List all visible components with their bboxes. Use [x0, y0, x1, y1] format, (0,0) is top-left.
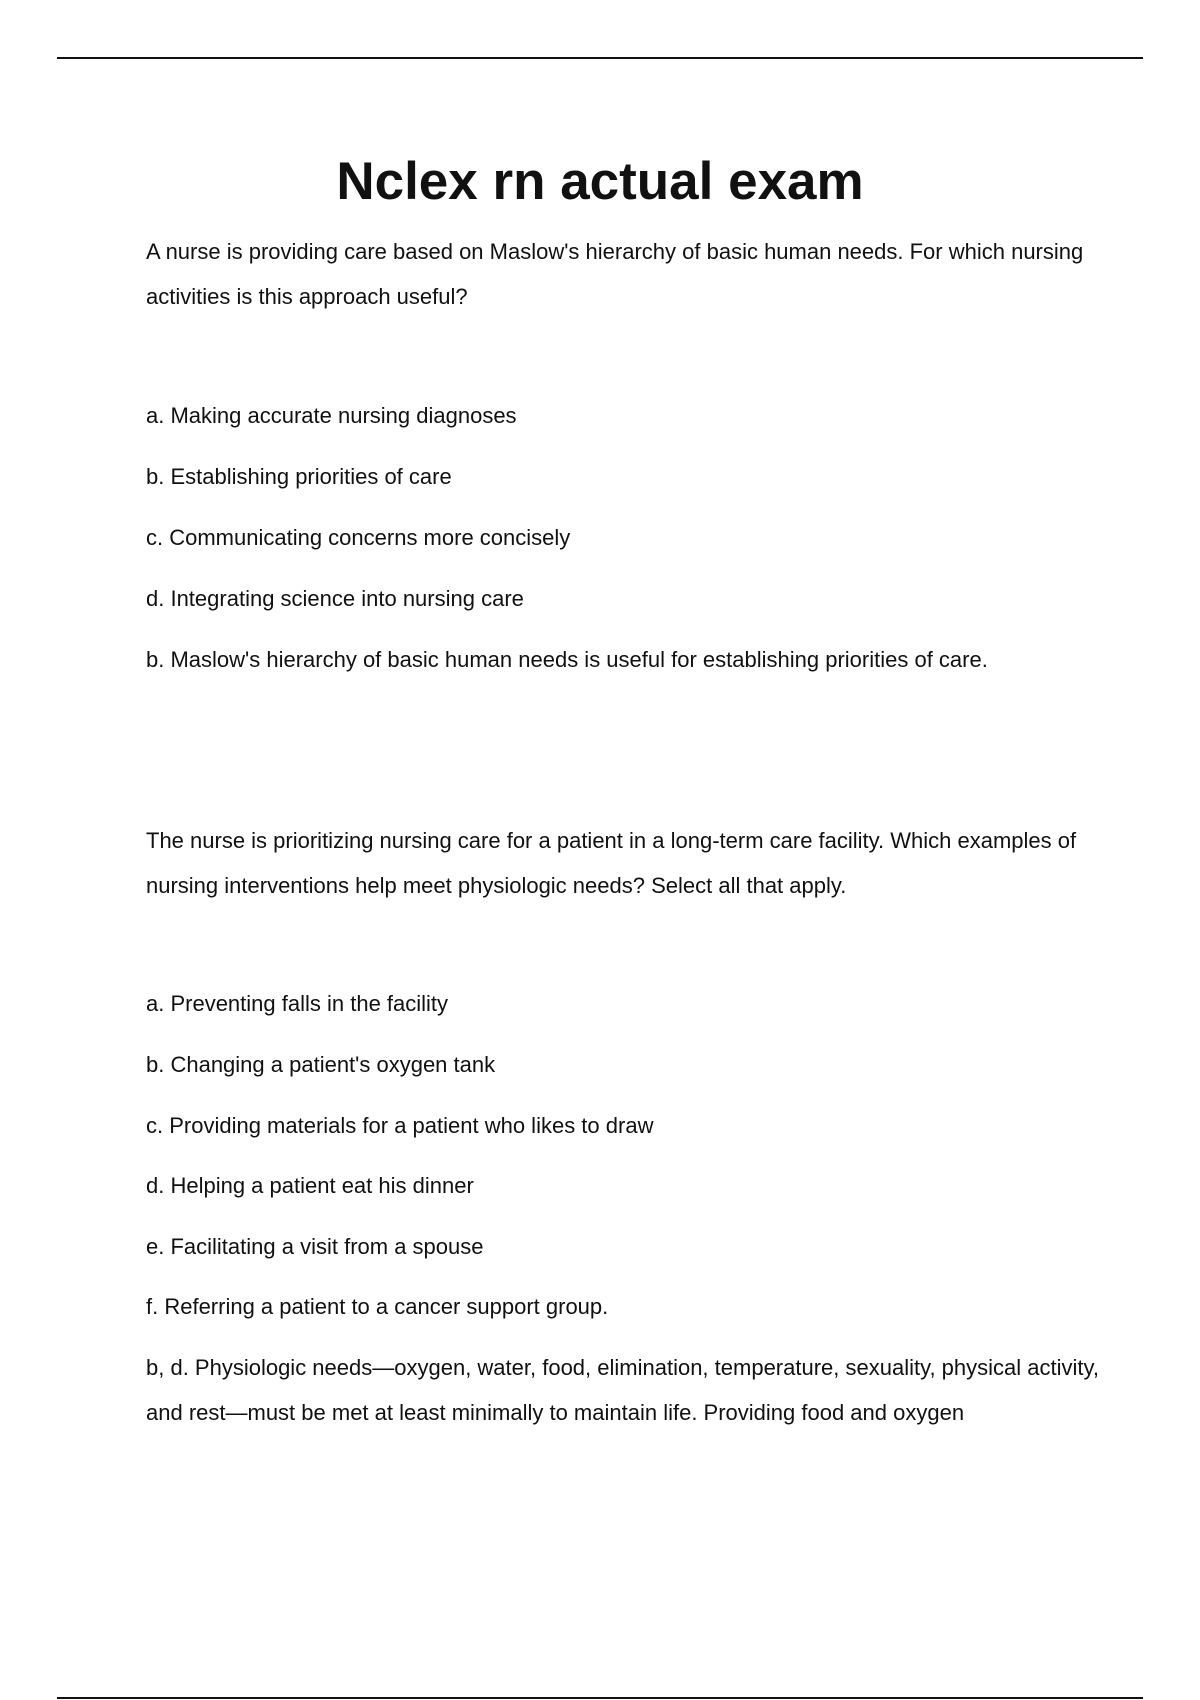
question-1-option-c: c. Communicating concerns more concisely — [146, 525, 571, 550]
question-1-answer: b. Maslow's hierarchy of basic human needs is useful for establishing priorities of care. — [146, 647, 988, 672]
top-divider — [57, 57, 1143, 59]
question-1-option-b: b. Establishing priorities of care — [146, 464, 452, 489]
question-2-option-b: b. Changing a patient's oxygen tank — [146, 1052, 496, 1077]
page-title: Nclex rn actual exam — [336, 152, 864, 211]
question-2-option-a: a. Preventing falls in the facility — [146, 991, 449, 1016]
question-2-option-c: c. Providing materials for a patient who likes to draw — [146, 1113, 654, 1138]
question-2-answer: b, d. Physiologic needs—oxygen, water, food, elimination, temperature, sexuality, physical activity, and rest—must be met at least minimally to maintain life. Providing food and oxygen — [146, 1355, 1099, 1425]
question-1-option-d: d. Integrating science into nursing care — [146, 586, 524, 611]
question-1-stem: A nurse is providing care based on Maslow's hierarchy of basic human needs. For which nursing activities is this approach useful? — [146, 239, 1084, 309]
question-2-stem: The nurse is prioritizing nursing care for a patient in a long-term care facility. Which examples of nursing interventions help meet physiologic needs? Select all that apply. — [146, 828, 1077, 898]
question-2-option-e: e. Facilitating a visit from a spouse — [146, 1234, 484, 1259]
bottom-divider — [57, 1697, 1143, 1699]
question-1-option-a: a. Making accurate nursing diagnoses — [146, 403, 517, 428]
question-2-option-d: d. Helping a patient eat his dinner — [146, 1173, 474, 1198]
question-2-option-f: f. Referring a patient to a cancer support group. — [146, 1294, 609, 1319]
